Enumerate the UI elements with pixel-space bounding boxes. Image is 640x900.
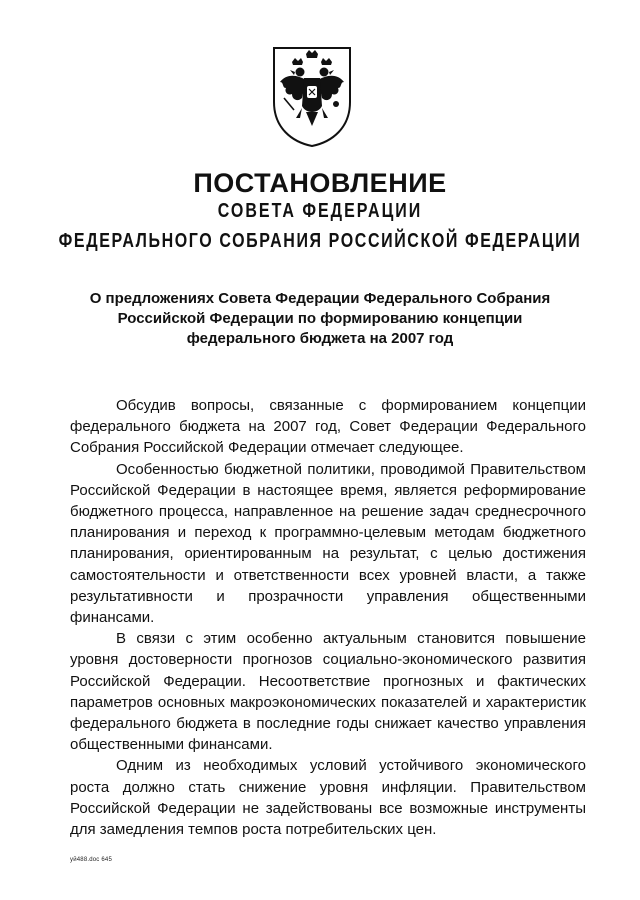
russian-coat-of-arms-icon bbox=[270, 44, 354, 148]
file-reference: уй488.doc 645 bbox=[70, 857, 112, 863]
document-subject: О предложениях Совета Федерации Федерального Собрания Российской Федерации по формированию концепции федерального бюджета на 2007 год bbox=[89, 290, 551, 347]
document-title: ПОСТАНОВЛЕНИЕ bbox=[193, 168, 447, 198]
issuer-line-2: ФЕДЕРАЛЬНОГО СОБРАНИЯ РОССИЙСКОЙ ФЕДЕРАЦИИ bbox=[58, 230, 582, 252]
paragraph: Одним из необходимых условий устойчивого экономического роста должно стать снижение уровня инфляции. Правительством Российской Федерации не задействованы все возможные инструменты для замедления темпов роста потребительских цен. bbox=[70, 757, 586, 839]
paragraph: В связи с этим особенно актуальным становится повышение уровня достоверности прогнозов социально-экономического развития Российской Федерации. Несоответствие прогнозных и фактических параметров основных макроэкономических показателей и характеристик федерального бюджета в последние годы снижает качество управления общественными финансами. bbox=[70, 630, 586, 754]
paragraph: Особенностью бюджетной политики, проводимой Правительством Российской Федерации в настоящее время, является реформирование бюджетного процесса, направленное на решение задач среднесрочного планирования и переход к программно-целевым методам бюджетного планирования, ориентированным на результат, с целью достижения самостоятельности и ответственности всех уровней власти, а также результативности и прозрачности управления общественными финансами. bbox=[70, 460, 586, 627]
issuer-line-1: СОВЕТА ФЕДЕРАЦИИ bbox=[217, 200, 423, 222]
paragraph: Обсудив вопросы, связанные с формированием концепции федерального бюджета на 2007 год, Совет Федерации Федерального Собрания Российской Федерации отмечает следующее. bbox=[70, 397, 586, 457]
document-body bbox=[70, 395, 586, 840]
